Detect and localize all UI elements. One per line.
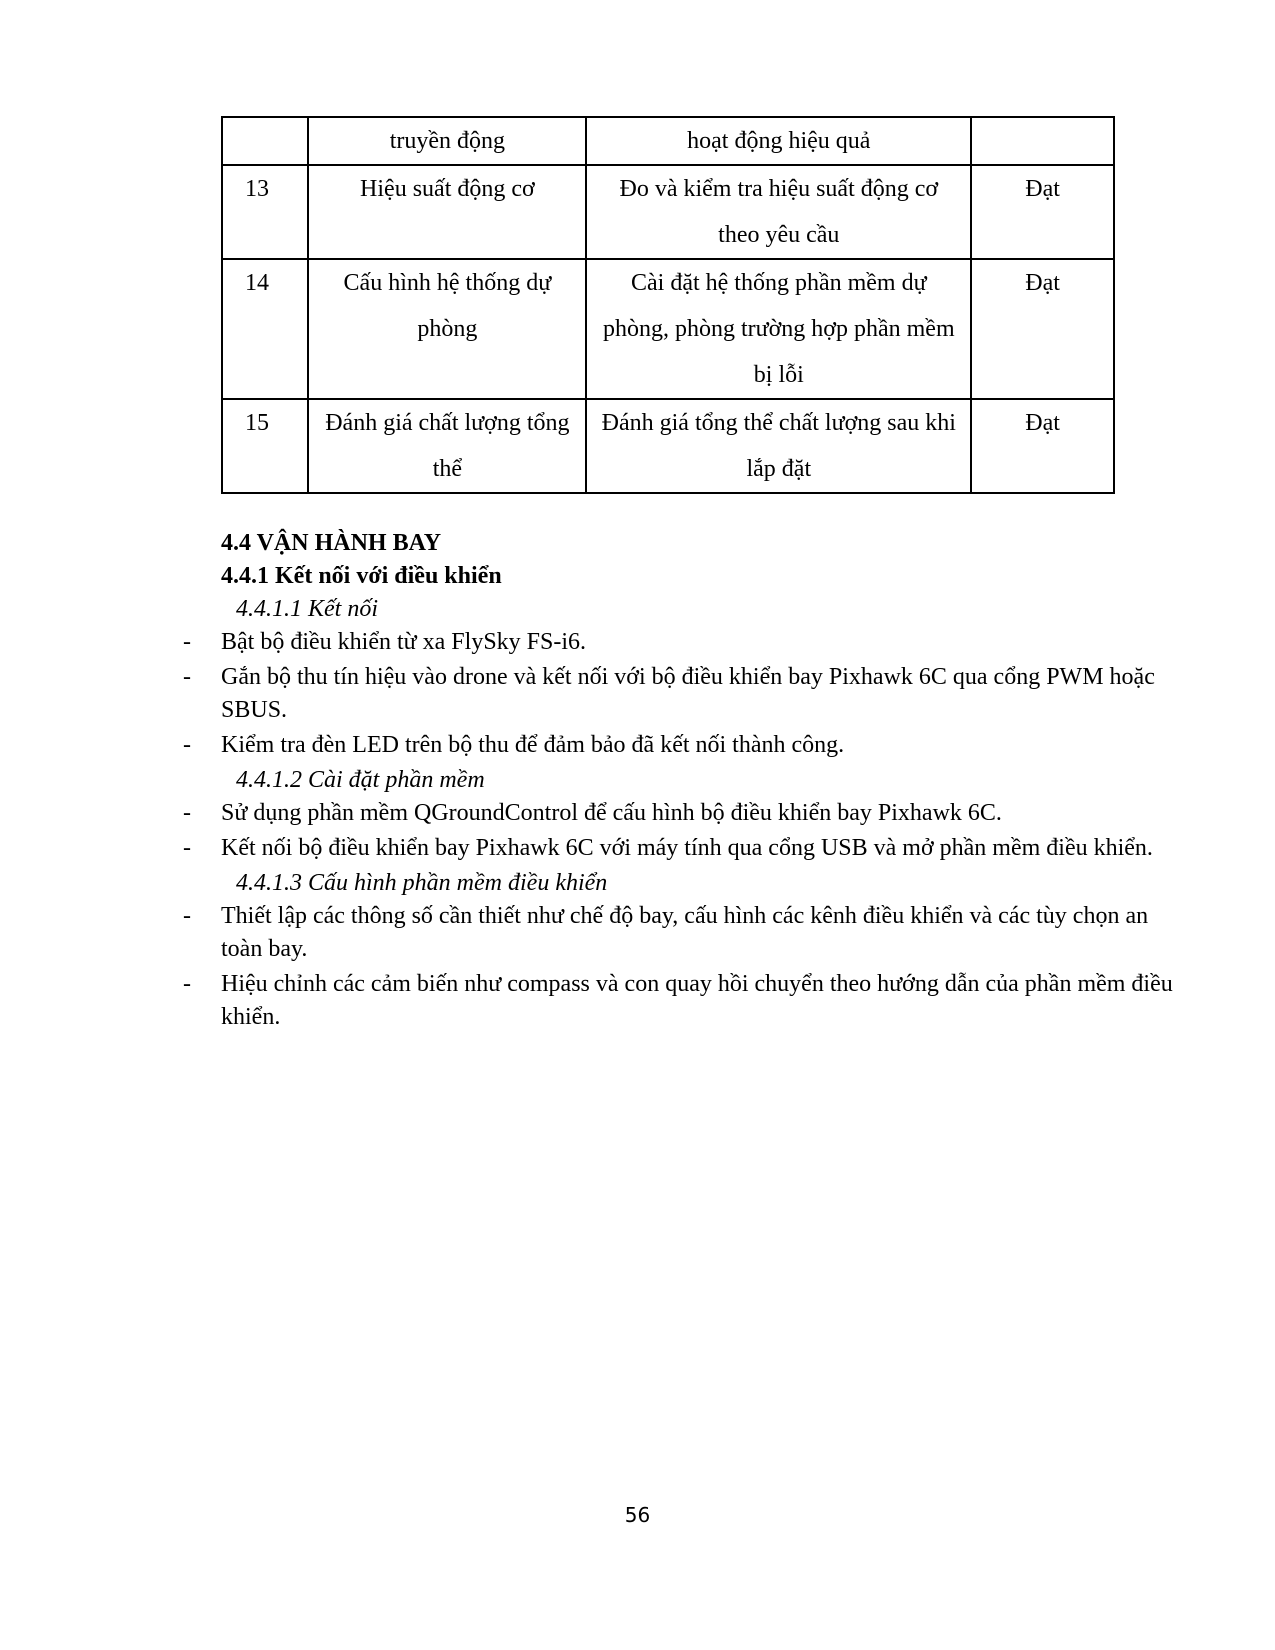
list-item xyxy=(180,968,1180,1034)
subsubsection-heading: 4.4.1.1 Kết nối xyxy=(236,596,378,622)
list-item-text: Kết nối bộ điều khiển bay Pixhawk 6C với máy tính qua cổng USB và mở phần mềm điều khiển. xyxy=(221,835,1153,861)
description-cell: Cài đặt hệ thống phần mềm dự phòng, phòng trường hợp phần mềm bị lỗi xyxy=(586,259,971,399)
list-item xyxy=(180,797,1180,830)
result-cell xyxy=(971,117,1114,165)
row-number-cell: 14 xyxy=(222,259,308,399)
result-cell: Đạt xyxy=(971,165,1114,259)
subsubsection-heading: 4.4.1.2 Cài đặt phần mềm xyxy=(236,767,485,793)
description-cell: hoạt động hiệu quả xyxy=(586,117,971,165)
list-item-text: Sử dụng phần mềm QGroundControl để cấu hình bộ điều khiển bay Pixhawk 6C. xyxy=(221,800,1002,826)
list-item xyxy=(180,832,1180,865)
list-item-text: Bật bộ điều khiển từ xa FlySky FS-i6. xyxy=(221,629,587,655)
subsection-heading: 4.4.1 Kết nối với điều khiển xyxy=(221,563,502,589)
subsubsection-heading: 4.4.1.3 Cấu hình phần mềm điều khiển xyxy=(236,870,608,896)
item-cell: Đánh giá chất lượng tổng thể xyxy=(308,399,586,493)
table-row xyxy=(222,165,1114,259)
list-item-text: Kiểm tra đèn LED trên bộ thu để đảm bảo đã kết nối thành công. xyxy=(221,732,845,758)
row-number-cell: 15 xyxy=(222,399,308,493)
list-item-text: Gắn bộ thu tín hiệu vào drone và kết nối với bộ điều khiển bay Pixhawk 6C qua cổng PWM hoặc SBUS. xyxy=(221,664,1155,723)
bullet-marker: - xyxy=(183,971,191,997)
table-row xyxy=(222,117,1114,165)
bullet-marker: - xyxy=(183,732,191,758)
table-row xyxy=(222,399,1114,493)
item-cell: Cấu hình hệ thống dự phòng xyxy=(308,259,586,399)
row-number-cell xyxy=(222,117,308,165)
list-item-text: Thiết lập các thông số cần thiết như chế độ bay, cấu hình các kênh điều khiển và các tùy chọn an toàn bay. xyxy=(221,903,1149,962)
bullet-marker: - xyxy=(183,903,191,929)
description-cell: Đánh giá tổng thể chất lượng sau khi lắp đặt xyxy=(586,399,971,493)
result-cell: Đạt xyxy=(971,399,1114,493)
description-cell: Đo và kiểm tra hiệu suất động cơ theo yêu cầu xyxy=(586,165,971,259)
row-number-cell: 13 xyxy=(222,165,308,259)
result-cell: Đạt xyxy=(971,259,1114,399)
bullet-marker: - xyxy=(183,835,191,861)
list-item xyxy=(180,900,1180,966)
bullet-marker: - xyxy=(183,664,191,690)
bullet-marker: - xyxy=(183,629,191,655)
list-item xyxy=(180,661,1180,727)
list-item-text: Hiệu chỉnh các cảm biến như compass và con quay hồi chuyển theo hướng dẫn của phần mềm điều khiển. xyxy=(221,971,1173,1030)
bullet-marker: - xyxy=(183,800,191,826)
table-row xyxy=(222,259,1114,399)
section-heading: 4.4 VẬN HÀNH BAY xyxy=(221,530,442,556)
list-item xyxy=(180,626,1180,659)
section-content xyxy=(180,527,1180,1036)
item-cell: truyền động xyxy=(308,117,586,165)
item-cell: Hiệu suất động cơ xyxy=(308,165,586,259)
inspection-table xyxy=(221,116,1115,494)
page-number: 56 xyxy=(624,1503,651,1527)
list-item xyxy=(180,729,1180,762)
